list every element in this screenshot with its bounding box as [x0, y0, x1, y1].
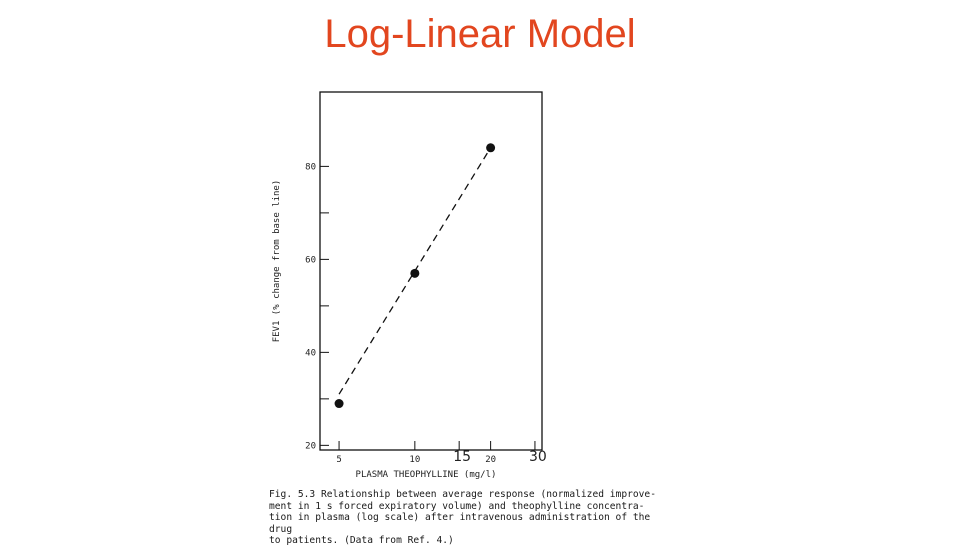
- x-axis-title: PLASMA THEOPHYLLINE (mg/l): [355, 470, 497, 480]
- y-axis-title: FEV1 (% change from base line): [272, 179, 282, 343]
- caption-line-2: ment in 1 s forced expiratory volume) and theophylline concentra-: [269, 500, 645, 512]
- y-tick-label: 40: [305, 348, 316, 359]
- y-tick-label: 60: [305, 255, 316, 266]
- caption-line-4: to patients. (Data from Ref. 4.): [269, 535, 454, 546]
- x-tick-label: 10: [409, 455, 421, 465]
- y-tick-label: 80: [305, 162, 316, 173]
- x-tick-label: 20: [485, 455, 497, 465]
- chart: [255, 80, 555, 480]
- data-point: [486, 143, 495, 152]
- x-tick-label-handwritten: 30: [529, 449, 547, 465]
- slide-title: Log-Linear Model: [324, 12, 636, 56]
- data-point: [335, 399, 344, 408]
- x-tick-label: 5: [336, 455, 342, 465]
- caption-line-1: Fig. 5.3 Relationship between average response (normalized improve-: [269, 489, 656, 500]
- figure-caption: [269, 489, 669, 547]
- x-tick-label-handwritten: 15: [453, 449, 472, 465]
- y-tick-label: 20: [305, 441, 316, 452]
- caption-line-3: tion in plasma (log scale) after intravenous administration of the drug: [269, 512, 651, 535]
- data-point: [410, 269, 419, 278]
- plot-frame: [320, 92, 542, 450]
- plot-layer: [272, 92, 547, 480]
